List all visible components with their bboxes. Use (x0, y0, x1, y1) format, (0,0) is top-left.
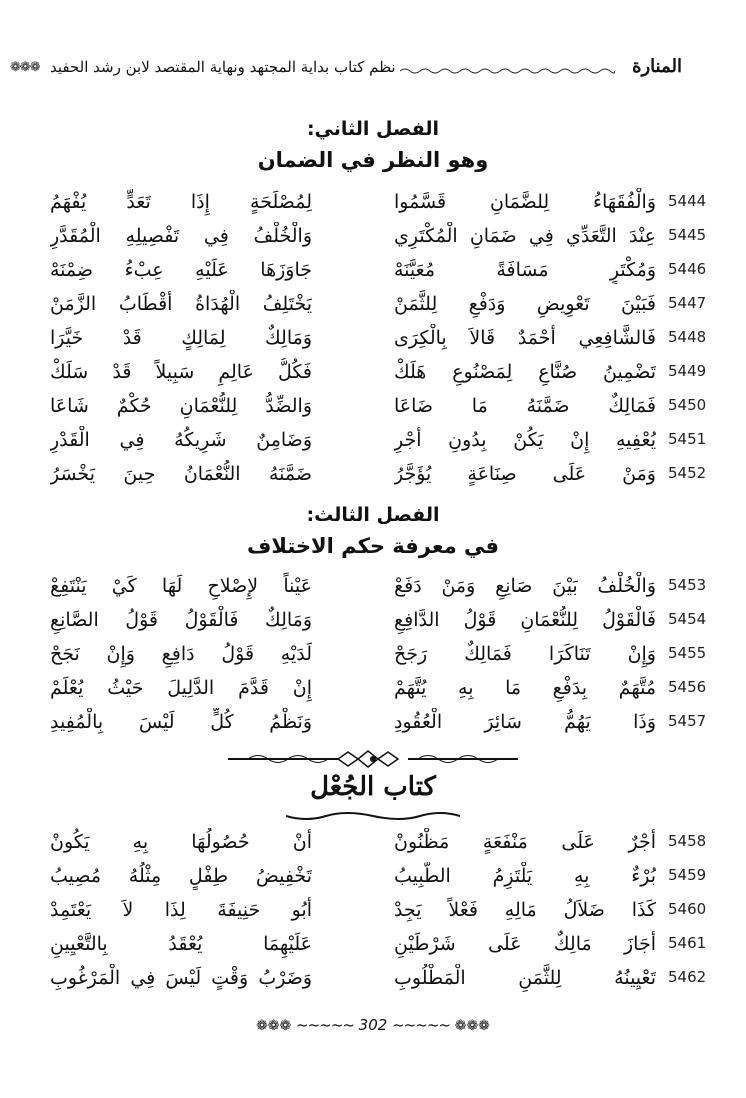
verse-number: 5448 (668, 328, 707, 346)
page-number: 302 (358, 1016, 388, 1034)
verse-number: 5459 (668, 866, 707, 884)
verse-row (40, 392, 712, 424)
verse-first-hemistich: فَالشَّافِعِي أَحْمَدٌ قَالاَ بِالْكِرَى (394, 327, 656, 349)
verse-row (40, 290, 712, 322)
verse-second-hemistich: وَمَالِكٌ فَالْقَوْلُ قَوْلُ الصَّانِعِ (50, 609, 312, 631)
verse-second-hemistich: عَلَيْهِمَا يُعْقَدُ بِالتَّعْيِينِ (50, 933, 312, 955)
verse-first-hemistich: كَذَا ضَلاَلُ مَالِهِ فَعْلاً يَجِدْ (394, 899, 656, 921)
verse-first-hemistich: وَإِنْ تَنَاكَرَا فَمَالِكٌ رَجَحْ (394, 643, 656, 665)
verse-second-hemistich: وَالضِّدُّ لِلنُّعْمَانِ حُكْمٌ شَاعَا (50, 395, 312, 417)
verse-second-hemistich: لِمُصْلَحَةٍ إِذَا تَعَدٍّ يُفْهَمُ (50, 191, 312, 213)
verse-second-hemistich: وَالْخُلْفُ فِي تَفْصِيلِهِ الْمُقَدَّرِ (50, 225, 312, 247)
verse-second-hemistich: وَنَظْمُ كُلٍّ لَيْسَ بِالْمُفِيدِ (50, 711, 312, 733)
verse-row (40, 572, 712, 604)
footer-ornament-right: ❁❁❁ (454, 1018, 490, 1034)
verse-second-hemistich: وَمَالِكٌ لِمَالِكٍ قَدْ خَيَّرَا (50, 327, 312, 349)
verse-number: 5449 (668, 362, 707, 380)
book-title-underline (286, 808, 460, 824)
verse-second-hemistich: فَكُلُّ عَالِمٍ سَبِيلاً قَدْ سَلَكْ (50, 361, 312, 383)
chapter-three-title: الفصل الثالث: (306, 504, 440, 526)
verse-first-hemistich: فَبَيْنَ تَعْوِيضٍ وَدَفْعٍ لِلثَّمَنْ (394, 293, 656, 315)
verse-number: 5458 (668, 832, 707, 850)
verse-number: 5455 (668, 644, 707, 662)
header-ornament-left: ❁❁❁ (10, 60, 40, 75)
verse-first-hemistich: يُعْفِيهِ إِنْ يَكُنْ بِدُونِ أَجْرِ (394, 429, 656, 451)
verse-first-hemistich: بُرْءٌ بِهِ يَلْتَزِمُ الطَّبِيبُ (394, 865, 656, 887)
book-title: كتاب الجُعْل (310, 772, 436, 802)
verse-first-hemistich: أَجَازَ مَالِكٌ عَلَى شَرْطَيْنِ (394, 933, 656, 955)
verse-row (40, 674, 712, 706)
verse-row (40, 896, 712, 928)
verse-first-hemistich: تَعْيِينُهُ لِلثَّمَنِ الْمَطْلُوبِ (394, 967, 656, 989)
verse-row (40, 862, 712, 894)
verse-number: 5444 (668, 192, 707, 210)
verse-row (40, 324, 712, 356)
verse-number: 5446 (668, 260, 707, 278)
verse-number: 5453 (668, 576, 707, 594)
verse-row (40, 828, 712, 860)
verse-second-hemistich: أَنْ حُصُولُهَا بِهِ يَكُونْ (50, 831, 312, 853)
verse-second-hemistich: عَيْناً لإِصْلاحٍ لَهَا كَيْ يَنْتَفِعْ (50, 575, 312, 597)
footer-ornament-left: ❁❁❁ (256, 1018, 292, 1034)
verse-row (40, 358, 712, 390)
verse-first-hemistich: وَمَنْ عَلَى صِنَاعَةٍ يُؤَجَّرُ (394, 463, 656, 485)
verse-second-hemistich: يَخْتَلِفُ الْهُدَاةُ أَقْطَابُ الزَّمَنْ (50, 293, 312, 315)
verse-second-hemistich: وَضَرْبُ وَقْتٍ لَيْسَ فِي الْمَرْغُوبِ (50, 967, 312, 989)
verse-row (40, 256, 712, 288)
verse-row (40, 964, 712, 996)
running-header (10, 56, 736, 86)
verse-number: 5462 (668, 968, 707, 986)
verse-second-hemistich: جَاوَزَهَا عَلَيْهِ عِبْءُ ضِمْنَهْ (50, 259, 312, 281)
header-brand: المنارة (632, 56, 682, 77)
verse-first-hemistich: وَمُكْتَرٍ مَسَافَةً مُعَيَّنَهْ (394, 259, 656, 281)
book-title-ornament-icon (228, 746, 518, 772)
verse-row (40, 460, 712, 492)
footer-rule-right: ~~~~~ (392, 1016, 450, 1034)
verse-row (40, 188, 712, 220)
verse-number: 5456 (668, 678, 707, 696)
verse-number: 5460 (668, 900, 707, 918)
verse-second-hemistich: تَخْفِيضُ طِفْلٍ مِثْلُهُ مُصِيبُ (50, 865, 312, 887)
verse-number: 5447 (668, 294, 707, 312)
verse-second-hemistich: وَضَامِنٌ شَرِيكُهُ فِي الْقَدْرِ (50, 429, 312, 451)
verse-second-hemistich: إِنْ قَدَّمَ الدَّلِيلَ حَيْثُ يُعْلَمْ (50, 677, 312, 699)
verse-number: 5450 (668, 396, 707, 414)
verse-row (40, 708, 712, 740)
verse-first-hemistich: أَجْرٌ عَلَى مَنْفَعَةٍ مَظْنُونْ (394, 831, 656, 853)
verse-number: 5454 (668, 610, 707, 628)
verse-number: 5452 (668, 464, 707, 482)
verse-second-hemistich: لَدَيْهِ قَوْلُ دَافِعٍ وَإِنْ نَجَحْ (50, 643, 312, 665)
header-wave-rule (400, 67, 615, 75)
verse-first-hemistich: وَالْخُلْفُ بَيْنَ صَانِعٍ وَمَنْ دَفَعْ (394, 575, 656, 597)
verse-row (40, 930, 712, 962)
verse-row (40, 640, 712, 672)
chapter-two-subtitle: وهو النظر في الضمان (257, 148, 489, 172)
verse-number: 5445 (668, 226, 707, 244)
verse-row (40, 426, 712, 458)
verse-first-hemistich: فَالْقَوْلُ لِلنُّعْمَانِ قَوْلُ الدَّافِعِ (394, 609, 656, 631)
verse-row (40, 606, 712, 638)
verse-first-hemistich: وَالْفُقَهَاءُ لِلضَّمَانِ قَسَّمُوا (394, 191, 656, 213)
chapter-three-subtitle: في معرفة حكم الاختلاف (246, 534, 500, 558)
verse-second-hemistich: أَبُو حَنِيفَةَ لِذَا لاَ يَعْتَمِدْ (50, 899, 312, 921)
verse-first-hemistich: عِنْدَ التَّعَدِّي فِي ضَمَانِ الْمُكْتَرِي (394, 225, 656, 247)
verse-number: 5451 (668, 430, 707, 448)
verse-second-hemistich: ضَمَّنَهُ النُّعْمَانُ حِينَ يَخْسَرُ (50, 463, 312, 485)
page-footer (0, 1016, 746, 1034)
verse-first-hemistich: مُتَّهَمٌ بِدَفْعِ مَا بِهِ يُتَّهَمْ (394, 677, 656, 699)
verse-first-hemistich: وَذَا يَهُمُّ سَائِرَ الْعُقُودِ (394, 711, 656, 733)
verse-first-hemistich: تَضْمِينُ صُنَّاعٍ لِمَصْنُوعٍ هَلَكْ (394, 361, 656, 383)
verse-number: 5461 (668, 934, 707, 952)
chapter-two-title: الفصل الثاني: (306, 118, 440, 140)
footer-rule-left: ~~~~~ (296, 1016, 354, 1034)
header-book-title: نظم كتاب بداية المجتهد ونهاية المقتصد لابن رشد الحفيد (50, 58, 396, 76)
verse-row (40, 222, 712, 254)
verse-number: 5457 (668, 712, 707, 730)
verse-first-hemistich: فَمَالِكٌ ضَمَّنَهُ مَا ضَاعَا (394, 395, 656, 417)
